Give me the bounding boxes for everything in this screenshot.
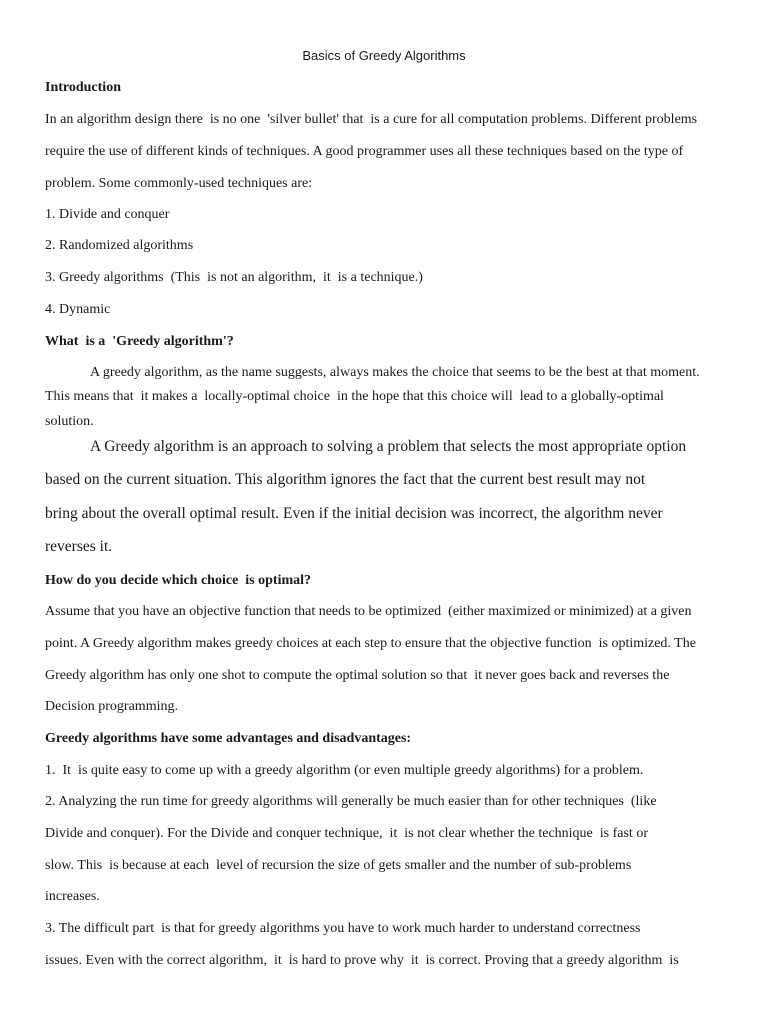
intro-line: require the use of different kinds of techniques. A good programmer uses all these techniques based on the type of: [45, 144, 684, 159]
technique-list-item: 3. Greedy algorithms (This is not an algorithm, it is a technique.): [45, 270, 423, 285]
optimal-choice-line: Greedy algorithm has only one shot to compute the optimal solution so that it never goes back and reverses the: [45, 668, 670, 683]
optimal-choice-line: point. A Greedy algorithm makes greedy choices at each step to ensure that the objective function is optimized. The: [45, 636, 696, 651]
technique-list-item: 4. Dynamic: [45, 302, 111, 317]
definition-paragraph-line: solution.: [45, 414, 94, 429]
definition-paragraph-line: A greedy algorithm, as the name suggests, always makes the choice that seems to be the best at that moment.: [90, 365, 700, 380]
technique-list-item: 2. Randomized algorithms: [45, 238, 194, 253]
what-is-greedy-heading: What is a 'Greedy algorithm'?: [45, 334, 234, 349]
advantages-line: slow. This is because at each level of recursion the size of gets smaller and the number of sub-problems: [45, 858, 632, 873]
optimal-choice-line: Decision programming.: [45, 699, 178, 714]
advantages-line: increases.: [45, 889, 100, 904]
approach-paragraph-line: bring about the overall optimal result. Even if the initial decision was incorrect, the algorithm never: [45, 505, 663, 522]
approach-paragraph-line: reverses it.: [45, 538, 113, 555]
technique-list-item: 1. Divide and conquer: [45, 207, 170, 222]
advantages-line: issues. Even with the correct algorithm, it is hard to prove why it is correct. Proving that a greedy algorithm is: [45, 953, 679, 968]
approach-paragraph-line: based on the current situation. This algorithm ignores the fact that the current best result may not: [45, 471, 646, 488]
introduction-heading: Introduction: [45, 80, 121, 95]
advantages-heading: Greedy algorithms have some advantages and disadvantages:: [45, 731, 412, 746]
approach-paragraph-line: A Greedy algorithm is an approach to solving a problem that selects the most appropriate option: [90, 438, 687, 455]
advantages-line: Divide and conquer). For the Divide and conquer technique, it is not clear whether the technique is fast or: [45, 826, 648, 841]
advantages-line: 1. It is quite easy to come up with a greedy algorithm (or even multiple greedy algorithms) for a problem.: [45, 763, 644, 778]
advantages-line: 2. Analyzing the run time for greedy algorithms will generally be much easier than for other techniques (like: [45, 794, 657, 809]
document-title: Basics of Greedy Algorithms: [302, 48, 466, 63]
intro-line: problem. Some commonly-used techniques are:: [45, 176, 313, 191]
definition-paragraph-line: This means that it makes a locally-optimal choice in the hope that this choice will lead to a globally-optimal: [45, 389, 664, 404]
optimal-choice-line: Assume that you have an objective function that needs to be optimized (either maximized or minimized) at a given: [45, 604, 692, 619]
advantages-line: 3. The difficult part is that for greedy algorithms you have to work much harder to understand correctness: [45, 921, 641, 936]
intro-line: In an algorithm design there is no one 'silver bullet' that is a cure for all computation problems. Different problems: [45, 112, 698, 127]
optimal-choice-heading: How do you decide which choice is optimal?: [45, 573, 312, 588]
